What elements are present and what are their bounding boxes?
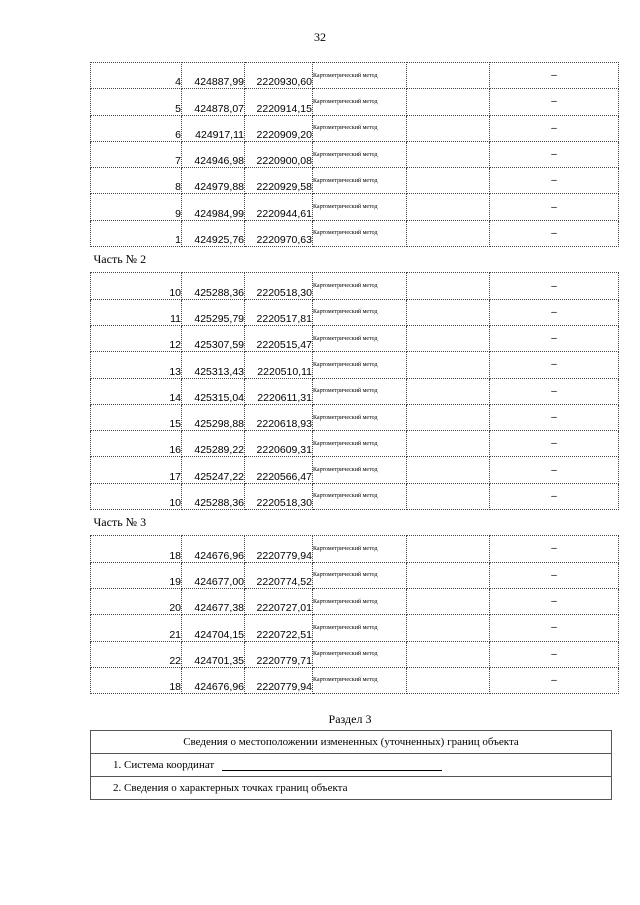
method-cell xyxy=(313,588,407,614)
y-coordinate-cell: 2220722,51 xyxy=(245,615,313,641)
y-coordinate-cell: 2220779,71 xyxy=(245,641,313,667)
method-cell xyxy=(313,667,407,693)
accuracy-cell: – xyxy=(490,115,619,141)
table-row xyxy=(91,404,619,430)
accuracy-cell: – xyxy=(490,483,619,509)
y-coordinate-cell: 2220518,30 xyxy=(245,483,313,509)
x-coordinate-cell: 425288,36 xyxy=(182,273,245,299)
method-cell xyxy=(313,457,407,483)
y-coordinate-cell: 2220618,93 xyxy=(245,404,313,430)
accuracy-cell: – xyxy=(490,63,619,89)
accuracy-cell: – xyxy=(490,273,619,299)
x-coordinate-cell: 424946,98 xyxy=(182,141,245,167)
coordinate-system-label: 1. Система координат xyxy=(113,759,215,771)
point-number-cell: 7 xyxy=(91,141,182,167)
point-number-cell: 9 xyxy=(91,194,182,220)
table-row xyxy=(91,273,619,299)
point-number-cell: 12 xyxy=(91,325,182,351)
method-cell xyxy=(313,325,407,351)
y-coordinate-cell: 2220609,31 xyxy=(245,431,313,457)
table-row xyxy=(91,115,619,141)
method-text: Картометрический метод xyxy=(313,125,378,132)
point-number-cell: 10 xyxy=(91,483,182,509)
coordinate-system-blank xyxy=(222,760,442,771)
table-row xyxy=(91,615,619,641)
method-text: Картометрический метод xyxy=(313,204,378,211)
accuracy-cell: – xyxy=(490,352,619,378)
y-coordinate-cell: 2220900,08 xyxy=(245,141,313,167)
y-coordinate-cell: 2220970,63 xyxy=(245,220,313,246)
x-coordinate-cell: 424701,35 xyxy=(182,641,245,667)
blank-cell xyxy=(407,220,490,246)
point-number-cell: 13 xyxy=(91,352,182,378)
method-text: Картометрический метод xyxy=(313,335,378,342)
point-number-cell: 20 xyxy=(91,588,182,614)
part-heading: Часть № 3 xyxy=(91,510,619,536)
table-row xyxy=(91,299,619,325)
method-text: Картометрический метод xyxy=(313,651,378,658)
table-row xyxy=(91,220,619,246)
method-cell xyxy=(313,615,407,641)
blank-cell xyxy=(407,63,490,89)
y-coordinate-cell: 2220779,94 xyxy=(245,536,313,562)
point-number-cell: 4 xyxy=(91,63,182,89)
blank-cell xyxy=(407,431,490,457)
method-cell xyxy=(313,115,407,141)
part-heading: Часть № 2 xyxy=(91,247,619,273)
y-coordinate-cell: 2220727,01 xyxy=(245,588,313,614)
y-coordinate-cell: 2220774,52 xyxy=(245,562,313,588)
x-coordinate-cell: 425295,79 xyxy=(182,299,245,325)
accuracy-cell: – xyxy=(490,89,619,115)
method-text: Картометрический метод xyxy=(313,493,378,500)
method-text: Картометрический метод xyxy=(313,98,378,105)
table-row xyxy=(91,483,619,509)
blank-cell xyxy=(407,483,490,509)
method-text: Картометрический метод xyxy=(313,624,378,631)
x-coordinate-cell: 424704,15 xyxy=(182,615,245,641)
blank-cell xyxy=(407,457,490,483)
method-cell xyxy=(313,352,407,378)
coordinates-table xyxy=(90,62,619,694)
x-coordinate-cell: 425298,88 xyxy=(182,404,245,430)
x-coordinate-cell: 425288,36 xyxy=(182,483,245,509)
blank-cell xyxy=(407,641,490,667)
x-coordinate-cell: 425289,22 xyxy=(182,431,245,457)
x-coordinate-cell: 424887,99 xyxy=(182,63,245,89)
method-text: Картометрический метод xyxy=(313,72,378,79)
y-coordinate-cell: 2220909,20 xyxy=(245,115,313,141)
table-row xyxy=(91,63,619,89)
blank-cell xyxy=(407,404,490,430)
method-cell xyxy=(313,536,407,562)
table-row xyxy=(91,168,619,194)
coordinate-system-row xyxy=(91,754,611,777)
method-text: Картометрический метод xyxy=(313,677,378,684)
accuracy-cell: – xyxy=(490,562,619,588)
method-cell xyxy=(313,404,407,430)
section-info-box xyxy=(90,730,612,800)
blank-cell xyxy=(407,536,490,562)
method-cell xyxy=(313,641,407,667)
y-coordinate-cell: 2220566,47 xyxy=(245,457,313,483)
table-row xyxy=(91,352,619,378)
y-coordinate-cell: 2220518,30 xyxy=(245,273,313,299)
point-number-cell: 17 xyxy=(91,457,182,483)
method-text: Картометрический метод xyxy=(313,230,378,237)
part-heading-row xyxy=(91,247,619,273)
x-coordinate-cell: 424676,96 xyxy=(182,536,245,562)
method-text: Картометрический метод xyxy=(313,598,378,605)
method-text: Картометрический метод xyxy=(313,177,378,184)
point-number-cell: 19 xyxy=(91,562,182,588)
method-text: Картометрический метод xyxy=(313,467,378,474)
accuracy-cell: – xyxy=(490,299,619,325)
y-coordinate-cell: 2220779,94 xyxy=(245,667,313,693)
blank-cell xyxy=(407,378,490,404)
blank-cell xyxy=(407,667,490,693)
method-text: Картометрический метод xyxy=(313,545,378,552)
point-number-cell: 5 xyxy=(91,89,182,115)
y-coordinate-cell: 2220515,47 xyxy=(245,325,313,351)
method-text: Картометрический метод xyxy=(313,414,378,421)
method-cell xyxy=(313,483,407,509)
point-number-cell: 16 xyxy=(91,431,182,457)
method-cell xyxy=(313,194,407,220)
accuracy-cell: – xyxy=(490,457,619,483)
x-coordinate-cell: 425315,04 xyxy=(182,378,245,404)
y-coordinate-cell: 2220944,61 xyxy=(245,194,313,220)
table-row xyxy=(91,641,619,667)
method-text: Картометрический метод xyxy=(313,388,378,395)
method-text: Картометрический метод xyxy=(313,283,378,290)
section-title: Раздел 3 xyxy=(328,712,372,726)
table-row xyxy=(91,431,619,457)
x-coordinate-cell: 424917,11 xyxy=(182,115,245,141)
method-cell xyxy=(313,299,407,325)
boundary-points-row: 2. Сведения о характерных точках границ объекта xyxy=(113,782,348,794)
method-text: Картометрический метод xyxy=(313,572,378,579)
accuracy-cell: – xyxy=(490,194,619,220)
y-coordinate-cell: 2220914,15 xyxy=(245,89,313,115)
point-number-cell: 15 xyxy=(91,404,182,430)
table-row xyxy=(91,588,619,614)
x-coordinate-cell: 424677,38 xyxy=(182,588,245,614)
table-row xyxy=(91,667,619,693)
point-number-cell: 8 xyxy=(91,168,182,194)
method-cell xyxy=(313,141,407,167)
x-coordinate-cell: 424925,76 xyxy=(182,220,245,246)
accuracy-cell: – xyxy=(490,404,619,430)
point-number-cell: 14 xyxy=(91,378,182,404)
blank-cell xyxy=(407,141,490,167)
blank-cell xyxy=(407,168,490,194)
table-row xyxy=(91,562,619,588)
point-number-cell: 18 xyxy=(91,667,182,693)
point-number-cell: 10 xyxy=(91,273,182,299)
page-number: 32 xyxy=(314,30,326,44)
accuracy-cell: – xyxy=(490,536,619,562)
y-coordinate-cell: 2220929,58 xyxy=(245,168,313,194)
point-number-cell: 1 xyxy=(91,220,182,246)
table-row xyxy=(91,457,619,483)
accuracy-cell: – xyxy=(490,641,619,667)
blank-cell xyxy=(407,588,490,614)
accuracy-cell: – xyxy=(490,615,619,641)
blank-cell xyxy=(407,352,490,378)
method-cell xyxy=(313,168,407,194)
blank-cell xyxy=(407,194,490,220)
table-row xyxy=(91,141,619,167)
x-coordinate-cell: 424878,07 xyxy=(182,89,245,115)
blank-cell xyxy=(407,115,490,141)
method-cell xyxy=(313,378,407,404)
x-coordinate-cell: 424984,99 xyxy=(182,194,245,220)
table-row xyxy=(91,325,619,351)
point-number-cell: 6 xyxy=(91,115,182,141)
point-number-cell: 11 xyxy=(91,299,182,325)
y-coordinate-cell: 2220611,31 xyxy=(245,378,313,404)
blank-cell xyxy=(407,325,490,351)
method-cell xyxy=(313,273,407,299)
x-coordinate-cell: 424979,88 xyxy=(182,168,245,194)
method-cell xyxy=(313,63,407,89)
method-cell xyxy=(313,220,407,246)
method-cell xyxy=(313,431,407,457)
table-row xyxy=(91,536,619,562)
section-heading: Сведения о местоположении измененных (уточненных) границ объекта xyxy=(91,731,611,754)
table-row xyxy=(91,378,619,404)
accuracy-cell: – xyxy=(490,378,619,404)
accuracy-cell: – xyxy=(490,220,619,246)
table-row xyxy=(91,194,619,220)
method-text: Картометрический метод xyxy=(313,440,378,447)
method-text: Картометрический метод xyxy=(313,151,378,158)
x-coordinate-cell: 424677,00 xyxy=(182,562,245,588)
blank-cell xyxy=(407,615,490,641)
point-number-cell: 22 xyxy=(91,641,182,667)
x-coordinate-cell: 425313,43 xyxy=(182,352,245,378)
table-row xyxy=(91,89,619,115)
method-text: Картометрический метод xyxy=(313,361,378,368)
y-coordinate-cell: 2220510,11 xyxy=(245,352,313,378)
blank-cell xyxy=(407,299,490,325)
blank-cell xyxy=(407,89,490,115)
accuracy-cell: – xyxy=(490,588,619,614)
blank-cell xyxy=(407,562,490,588)
accuracy-cell: – xyxy=(490,667,619,693)
method-text: Картометрический метод xyxy=(313,309,378,316)
accuracy-cell: – xyxy=(490,141,619,167)
blank-cell xyxy=(407,273,490,299)
method-cell xyxy=(313,89,407,115)
x-coordinate-cell: 424676,96 xyxy=(182,667,245,693)
y-coordinate-cell: 2220517,81 xyxy=(245,299,313,325)
part-heading-row xyxy=(91,510,619,536)
x-coordinate-cell: 425247,22 xyxy=(182,457,245,483)
y-coordinate-cell: 2220930,60 xyxy=(245,63,313,89)
accuracy-cell: – xyxy=(490,168,619,194)
accuracy-cell: – xyxy=(490,431,619,457)
point-number-cell: 18 xyxy=(91,536,182,562)
point-number-cell: 21 xyxy=(91,615,182,641)
x-coordinate-cell: 425307,59 xyxy=(182,325,245,351)
accuracy-cell: – xyxy=(490,325,619,351)
method-cell xyxy=(313,562,407,588)
